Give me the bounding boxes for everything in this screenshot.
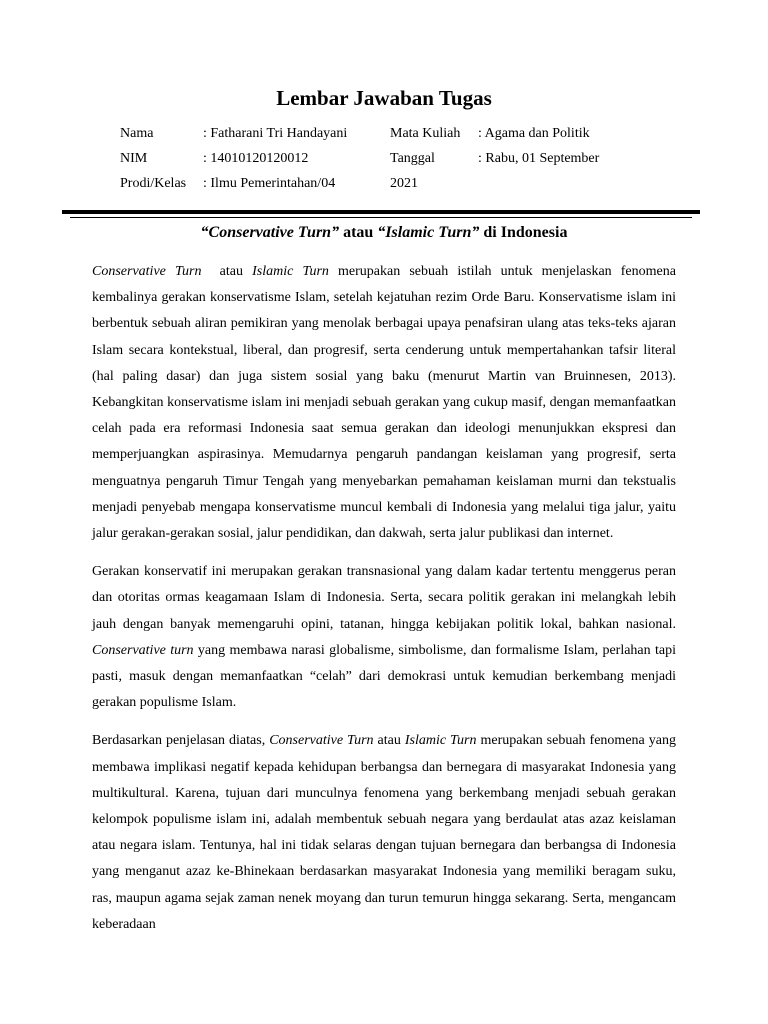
p3-text-1: Berdasarkan penjelasan diatas, bbox=[92, 733, 270, 749]
term-islamic-turn: Islamic Turn bbox=[404, 733, 477, 749]
nama-value: : Fatharani Tri Handayani bbox=[203, 126, 348, 141]
essay-subtitle bbox=[0, 224, 768, 242]
subtitle-connector: atau bbox=[339, 224, 378, 241]
p3-text-2: atau bbox=[373, 733, 405, 749]
subtitle-suffix: di Indonesia bbox=[479, 224, 568, 241]
matkul-value: : Agama dan Politik bbox=[478, 126, 590, 141]
p3-text-3: merupakan sebuah fenomena yang membawa implikasi negatif kepada kehidupan berbangsa dan bernegara di masyarakat Indonesia yang multikultural. Karena, tujuan dari munculnya fenomena yang berkembang menjadi sebuah gerakan kelompok populisme islam ini, adalah membentuk sebuah negara yang berdaulat atas azaz keislaman atau negara islam. Tentunya, hal ini tidak selaras dengan tujuan bernegara dan berbangsa di Indonesia yang menganut azaz ke-Bhinekaan berdasarkan masyarakat Indonesia yang memiliki beragam suku, ras, maupun agama sejak zaman nenek moyang dan turun temurun hingga sekarang. Serta, mengancam keberadaan bbox=[92, 733, 676, 932]
subtitle-term-islamic: “Islamic Turn” bbox=[377, 224, 480, 241]
p1-text-1: atau bbox=[201, 264, 253, 279]
tahun-value: 2021 bbox=[390, 176, 418, 191]
term-conservative-turn: Conservative Turn bbox=[269, 733, 374, 749]
matkul-label: Mata Kuliah bbox=[390, 126, 461, 141]
nama-label: Nama bbox=[120, 126, 154, 141]
paragraph-3 bbox=[92, 728, 676, 938]
term-conservative-turn: Conservative Turn bbox=[92, 264, 202, 279]
term-conservative-turn: Conservative turn bbox=[92, 642, 194, 658]
nim-label: NIM bbox=[120, 151, 148, 166]
p2-text-2: yang membawa narasi globalisme, simbolisme, dan formalisme Islam, perlahan tapi pasti, masuk dengan memanfaatkan “celah” dari demokrasi untuk kemudian berkembang menjadi gerakan populisme Islam. bbox=[92, 642, 676, 711]
essay-body bbox=[92, 259, 676, 950]
paragraph-1 bbox=[92, 259, 676, 547]
prodi-value: : Ilmu Pemerintahan/04 bbox=[203, 176, 336, 191]
header-divider-thin bbox=[70, 217, 692, 218]
paragraph-2 bbox=[92, 559, 676, 716]
tanggal-value: : Rabu, 01 September bbox=[478, 151, 600, 166]
page-title: Lembar Jawaban Tugas bbox=[276, 86, 492, 110]
nim-value: : 14010120120012 bbox=[203, 151, 309, 166]
term-islamic-turn: Islamic Turn bbox=[252, 264, 329, 279]
p2-text-1: Gerakan konservatif ini merupakan gerakan transnasional yang dalam kadar tertentu menggerus peran dan otoritas ormas keagamaan Islam di Indonesia. Serta, secara politik gerakan ini melangkah lebih jauh dengan banyak memengaruhi opini, tatanan, hingga kebijakan politik lokal, bahkan nasional. bbox=[92, 564, 676, 632]
prodi-label: Prodi/Kelas bbox=[120, 176, 187, 191]
subtitle-term-conservative: “Conservative Turn” bbox=[200, 224, 340, 241]
header-divider-thick bbox=[62, 210, 700, 214]
tanggal-label: Tanggal bbox=[390, 151, 435, 166]
p1-text-2: merupakan sebuah istilah untuk menjelaskan fenomena kembalinya gerakan konservatisme Islam, setelah kejatuhan rezim Orde Baru. Konservatisme islam ini berbentuk sebuah aliran pemikiran yang menolak berbagai upaya penafsiran ulang atas teks-teks ajaran Islam secara kontekstual, liberal, dan progresif, serta cenderung untuk mempertahankan tafsir literal (hal paling dasar) dan juga sistem sosial yang baku (menurut Martin van Bruinnesen, 2013). Kebangkitan konservatisme islam ini menjadi sebuah gerakan yang cukup masif, dengan memanfaatkan celah pada era reformasi Indonesia saat semua gerakan dan ideologi menunjukkan ekspresi dan memperjuangkan aspirasinya. Memudarnya pengaruh pandangan keislaman yang progresif, serta menguatnya pengaruh Timur Tengah yang menyebarkan pemahaman keislaman murni dan tekstualis menjadi penyebab mengapa konservatisme muncul kembali di Indonesia yang melalui tiga jalur, yaitu jalur gerakan-gerakan sosial, jalur pendidikan, dan dakwah, serta jalur publikasi dan internet. bbox=[92, 264, 676, 542]
